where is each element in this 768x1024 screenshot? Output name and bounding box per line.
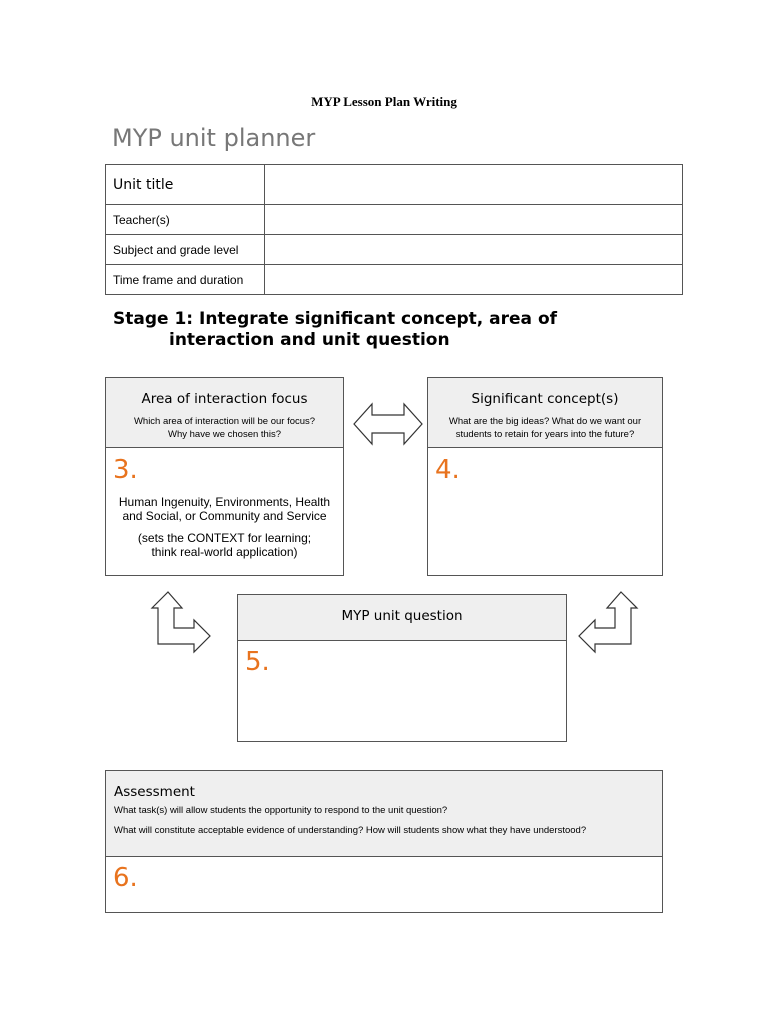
area-of-interaction-header [106,378,343,448]
area-of-interaction-note: (sets the CONTEXT for learning; think real-world application) [137,531,312,559]
table-row [106,265,683,295]
unit-question-box [237,594,567,742]
significant-concept-header [428,378,662,448]
document-title: MYP Lesson Plan Writing [311,94,457,109]
stage-heading [113,309,613,351]
area-of-interaction-options: Human Ingenuity, Environments, Health and Social, or Community and Service [118,495,331,523]
step-number-4: 4. [435,455,460,485]
double-arrow-icon [352,401,424,447]
bent-arrow-left-icon [150,590,212,658]
bent-arrow-right-icon [577,590,639,658]
significant-concept-heading: Significant concept(s) [471,391,619,407]
area-of-interaction-box [105,377,344,576]
area-of-interaction-prompt-1: Which area of interaction will be our focus? [133,416,316,427]
assessment-heading: Assessment [114,784,195,800]
stage-heading-line1: Stage 1: Integrate significant concept, area of [113,309,558,329]
unit-question-header [238,595,566,641]
assessment-question-1: What task(s) will allow students the opportunity to respond to the unit question? [114,805,448,816]
assessment-question-2: What will constitute acceptable evidence of understanding? How will students show what they have understood? [114,825,587,836]
table-row [106,165,683,205]
step-number-6: 6. [113,863,138,893]
unit-title-label: Unit title [106,165,265,205]
step-number-3: 3. [113,455,138,485]
unit-title-field[interactable] [265,165,683,205]
significant-concept-prompt-1: What are the big ideas? What do we want our [448,416,642,427]
area-of-interaction-prompt-2: Why have we chosen this? [167,429,281,440]
table-row [106,205,683,235]
assessment-header [106,771,662,857]
planner-title: MYP unit planner [112,124,316,152]
subject-grade-label: Subject and grade level [106,235,265,265]
time-frame-label: Time frame and duration [106,265,265,295]
significant-concept-prompt-2: students to retain for years into the future? [455,429,635,440]
teacher-label: Teacher(s) [106,205,265,235]
significant-concept-box [427,377,663,576]
unit-question-heading: MYP unit question [341,608,463,624]
teacher-field[interactable] [265,205,683,235]
time-frame-field[interactable] [265,265,683,295]
table-row [106,235,683,265]
subject-grade-field[interactable] [265,235,683,265]
assessment-box [105,770,663,913]
stage-heading-line2: interaction and unit question [169,330,450,350]
area-of-interaction-heading: Area of interaction focus [141,391,308,407]
unit-info-table [105,164,683,295]
step-number-5: 5. [245,647,270,677]
